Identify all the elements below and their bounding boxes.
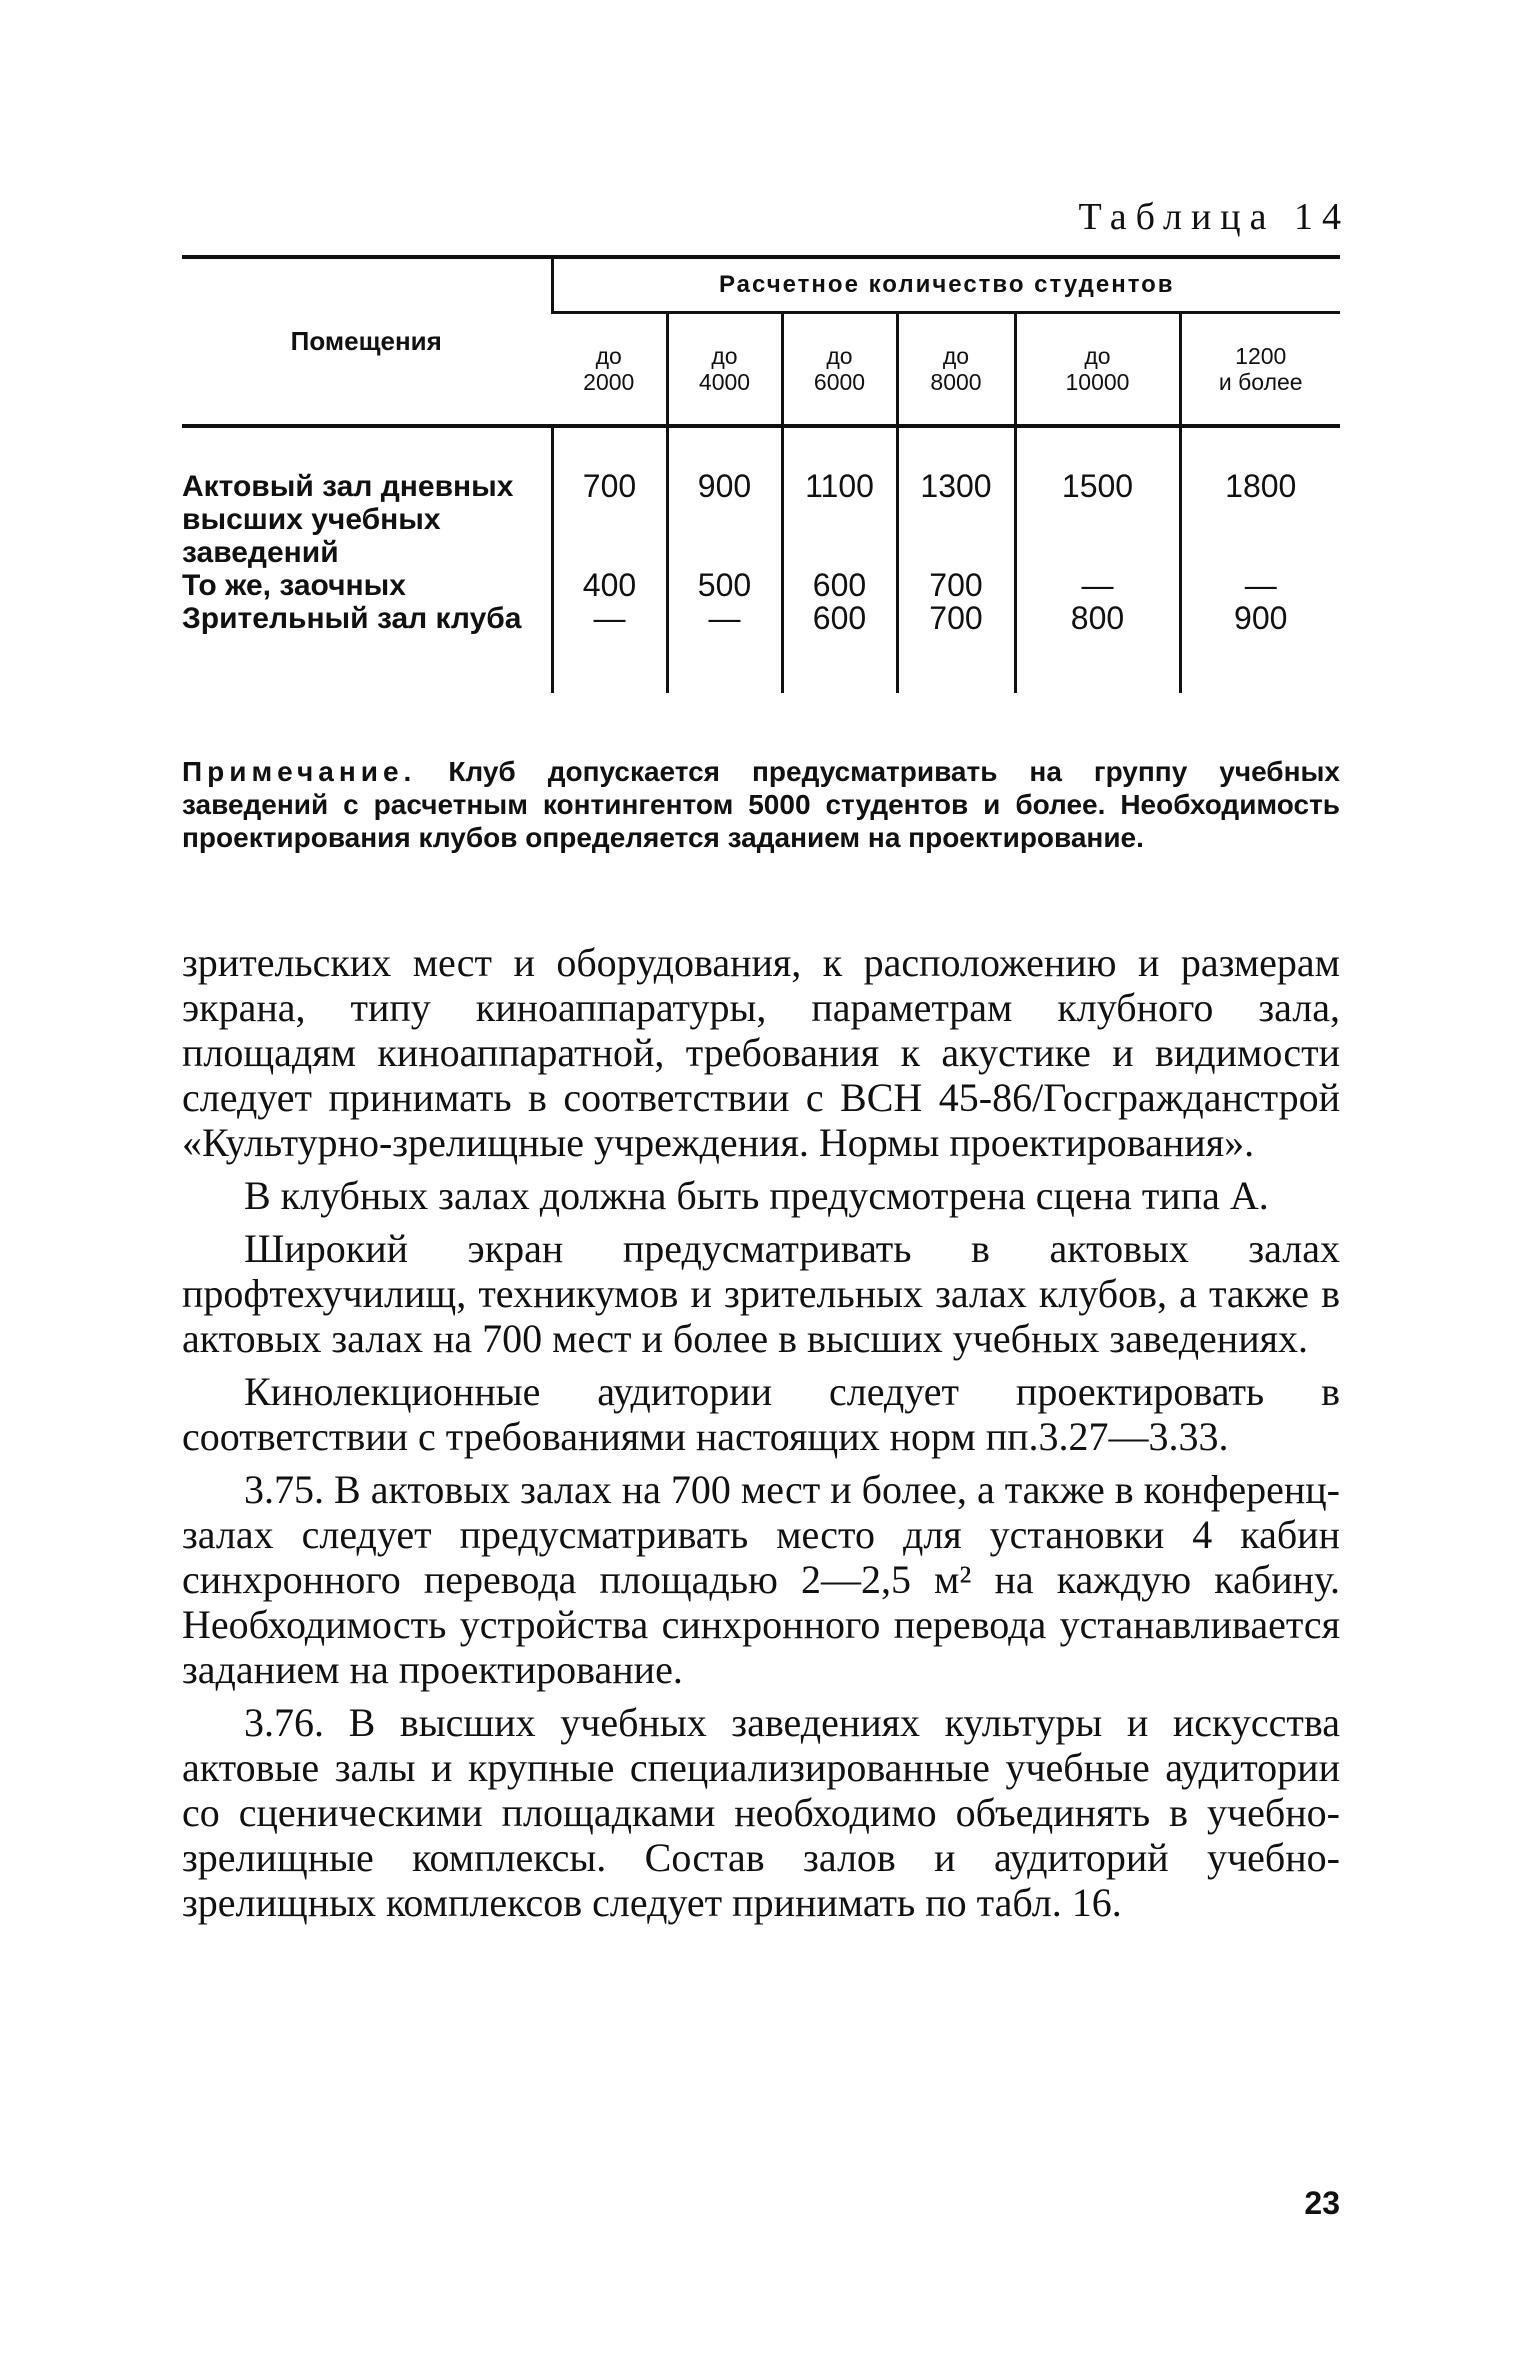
table-note — [182, 755, 1340, 854]
column-header — [782, 313, 897, 427]
column-header-line2: 10000 — [1065, 369, 1130, 395]
table-cell: 1800 — [1180, 426, 1340, 569]
column-header-line1: до — [711, 343, 738, 369]
column-header — [1180, 313, 1340, 427]
row-header: Помещения — [182, 257, 552, 426]
table-cell: 700 — [897, 602, 1015, 693]
body-text — [182, 940, 1340, 1933]
note-label: Примечание. — [182, 756, 417, 787]
column-header — [667, 313, 782, 427]
paragraph: В клубных залах должна быть предусмотрена сцена типа А. — [244, 1173, 1269, 1218]
column-header-line2: 8000 — [930, 369, 982, 395]
column-header-line1: до — [595, 343, 622, 369]
column-header-line1: 1200 — [1235, 343, 1287, 369]
column-header — [552, 313, 667, 427]
paragraph: Кинолекционные аудитории следует проектировать в соответствии с требованиями настоящих норм пп.3.27—3.33. — [182, 1369, 1340, 1459]
table-cell: 400 — [552, 569, 667, 602]
paragraph: 3.75. В актовых залах на 700 мест и более, а также в конференц-залах следует предусматривать место для установки 4 кабин синхронного перевода площадью 2—2,5 м² на каждую кабину. Необходимость устройства синхронного перевода устанавливается заданием на проектирование. — [182, 1467, 1340, 1692]
table-cell: 600 — [782, 602, 897, 693]
table-cell: — — [1015, 569, 1180, 602]
table-cell: 800 — [1015, 602, 1180, 693]
table-cell: 1100 — [782, 426, 897, 569]
column-header-line1: до — [942, 343, 970, 369]
table-cell: 1500 — [1015, 426, 1180, 569]
column-header-line2: 2000 — [583, 369, 635, 395]
note-text: Клуб допускается предусматривать на группу учебных заведений с расчетным контингентом 5000 студентов и более. Необходимость проектирования клубов определяется заданием на проектирование. — [182, 756, 1340, 853]
table-cell: — — [667, 602, 782, 693]
row-name: То же, заочных — [182, 569, 406, 602]
column-header — [897, 313, 1015, 427]
table-cell: 900 — [667, 426, 782, 569]
table-cell: 700 — [552, 426, 667, 569]
table-row — [182, 569, 1340, 602]
row-name: Актовый зал дневных высших учебных заведений — [182, 470, 514, 569]
norms-table — [182, 255, 1340, 693]
paragraph: Широкий экран предусматривать в актовых залах профтехучилищ, техникумов и зрительных залах клубов, а также в актовых залах на 700 мест и более в высших учебных заведениях. — [182, 1226, 1340, 1361]
table-row — [182, 426, 1340, 569]
table-cell: 600 — [782, 569, 897, 602]
page-number: 23 — [1304, 2185, 1340, 2221]
column-header-line2: 6000 — [813, 369, 866, 395]
table-cell: — — [1180, 569, 1340, 602]
row-name: Зрительный зал клуба — [182, 602, 522, 635]
paragraph: зрительских мест и оборудования, к расположению и размерам экрана, типу киноаппаратуры, параметрам клубного зала, площадям киноаппаратной, требования к акустике и видимости следует принимать в соответствии с ВСН 45-86/Госгражданстрой «Культурно-зрелищные учреждения. Нормы проектирования». — [182, 940, 1340, 1165]
table-cell: 1300 — [897, 426, 1015, 569]
column-header-line2: и более — [1218, 369, 1303, 395]
table-cell: 700 — [897, 569, 1015, 602]
table-cell: 500 — [667, 569, 782, 602]
column-header-line1: до — [826, 343, 853, 369]
column-header-line1: до — [1084, 343, 1111, 369]
group-header: Расчетное количество студентов — [552, 257, 1340, 313]
table-row — [182, 602, 1340, 693]
column-header — [1015, 313, 1180, 427]
table-cell: — — [552, 602, 667, 693]
table-caption: Таблица 14 — [1078, 196, 1350, 238]
table-cell: 900 — [1180, 602, 1340, 693]
paragraph: 3.76. В высших учебных заведениях культуры и искусства актовые залы и крупные специализированные учебные аудитории со сценическими площадками необходимо объединять в учебно-зрелищные комплексы. Состав залов и аудиторий учебно-зрелищных комплексов следует принимать по табл. 16. — [182, 1700, 1340, 1925]
column-header-line2: 4000 — [698, 369, 751, 395]
